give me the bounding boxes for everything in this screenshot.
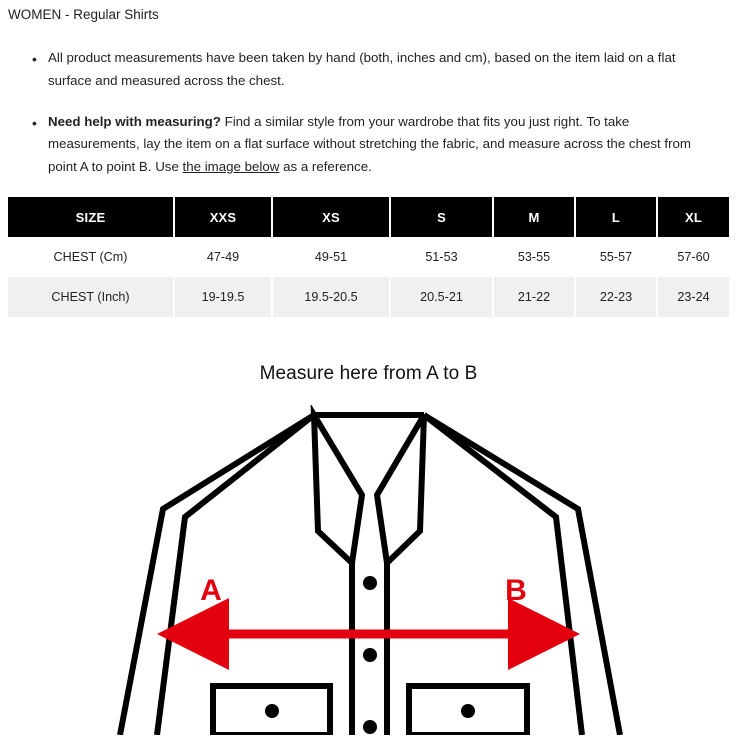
- table-header-s: S: [390, 197, 493, 237]
- shirt-collar-left-wing: [314, 415, 362, 563]
- table-header-row: [8, 197, 729, 237]
- table-header-xl: XL: [657, 197, 729, 237]
- bullet-icon: •: [32, 50, 37, 67]
- shirt-right-pocket-button: [461, 704, 475, 718]
- note-tail: as a reference.: [279, 159, 372, 175]
- table-header-l: L: [575, 197, 657, 237]
- shirt-illustration-svg: [0, 405, 737, 735]
- note-lead-bold: Need help with measuring?: [48, 113, 221, 129]
- shirt-collar-right-wing: [377, 415, 424, 563]
- note-body: Find a similar style from your wardrobe that fits you just right. To take measurements, lay the item on a flat surface without stretching the fabric, and measure across the chest from point A to point B. Use: [48, 113, 691, 175]
- cell-chest-cm-s: 51-53: [390, 237, 493, 277]
- diagram-caption: Measure here from A to B: [259, 363, 478, 385]
- row-label-chest-cm: CHEST (Cm): [8, 237, 174, 277]
- cell-chest-cm-xxs: 47-49: [174, 237, 272, 277]
- table-row: [8, 277, 729, 317]
- size-chart-table: [8, 197, 729, 317]
- table-header-xs: XS: [272, 197, 390, 237]
- shirt-left-pocket-button: [265, 704, 279, 718]
- cell-chest-inch-xxs: 19-19.5: [174, 277, 272, 317]
- table-row: [8, 237, 729, 277]
- note-text-1: All product measurements have been taken by hand (both, inches and cm), based on the item laid on a flat surface and measured across the chest.: [48, 49, 676, 88]
- cell-chest-cm-m: 53-55: [493, 237, 575, 277]
- cell-chest-inch-l: 22-23: [575, 277, 657, 317]
- shirt-diagram: [0, 405, 737, 735]
- cell-chest-inch-xs: 19.5-20.5: [272, 277, 390, 317]
- list-item: [32, 47, 711, 93]
- cell-chest-cm-xl: 57-60: [657, 237, 729, 277]
- row-label-chest-inch: CHEST (Inch): [8, 277, 174, 317]
- point-b-label: B: [505, 574, 527, 608]
- shirt-button-2: [363, 648, 377, 662]
- page-title: WOMEN - Regular Shirts: [8, 7, 159, 22]
- note-text-2: [48, 114, 691, 175]
- cell-chest-cm-l: 55-57: [575, 237, 657, 277]
- cell-chest-cm-xs: 49-51: [272, 237, 390, 277]
- bullet-icon: •: [32, 114, 37, 131]
- cell-chest-inch-s: 20.5-21: [390, 277, 493, 317]
- shirt-button-3: [363, 720, 377, 734]
- list-item: [32, 111, 711, 180]
- table-header-m: M: [493, 197, 575, 237]
- point-a-label: A: [200, 574, 222, 608]
- table-header-xxs: XXS: [174, 197, 272, 237]
- cell-chest-inch-xl: 23-24: [657, 277, 729, 317]
- table-header-size: SIZE: [8, 197, 174, 237]
- measurement-notes-list: [0, 47, 737, 179]
- image-below-link[interactable]: the image below: [182, 159, 280, 175]
- cell-chest-inch-m: 21-22: [493, 277, 575, 317]
- shirt-button-1: [363, 576, 377, 590]
